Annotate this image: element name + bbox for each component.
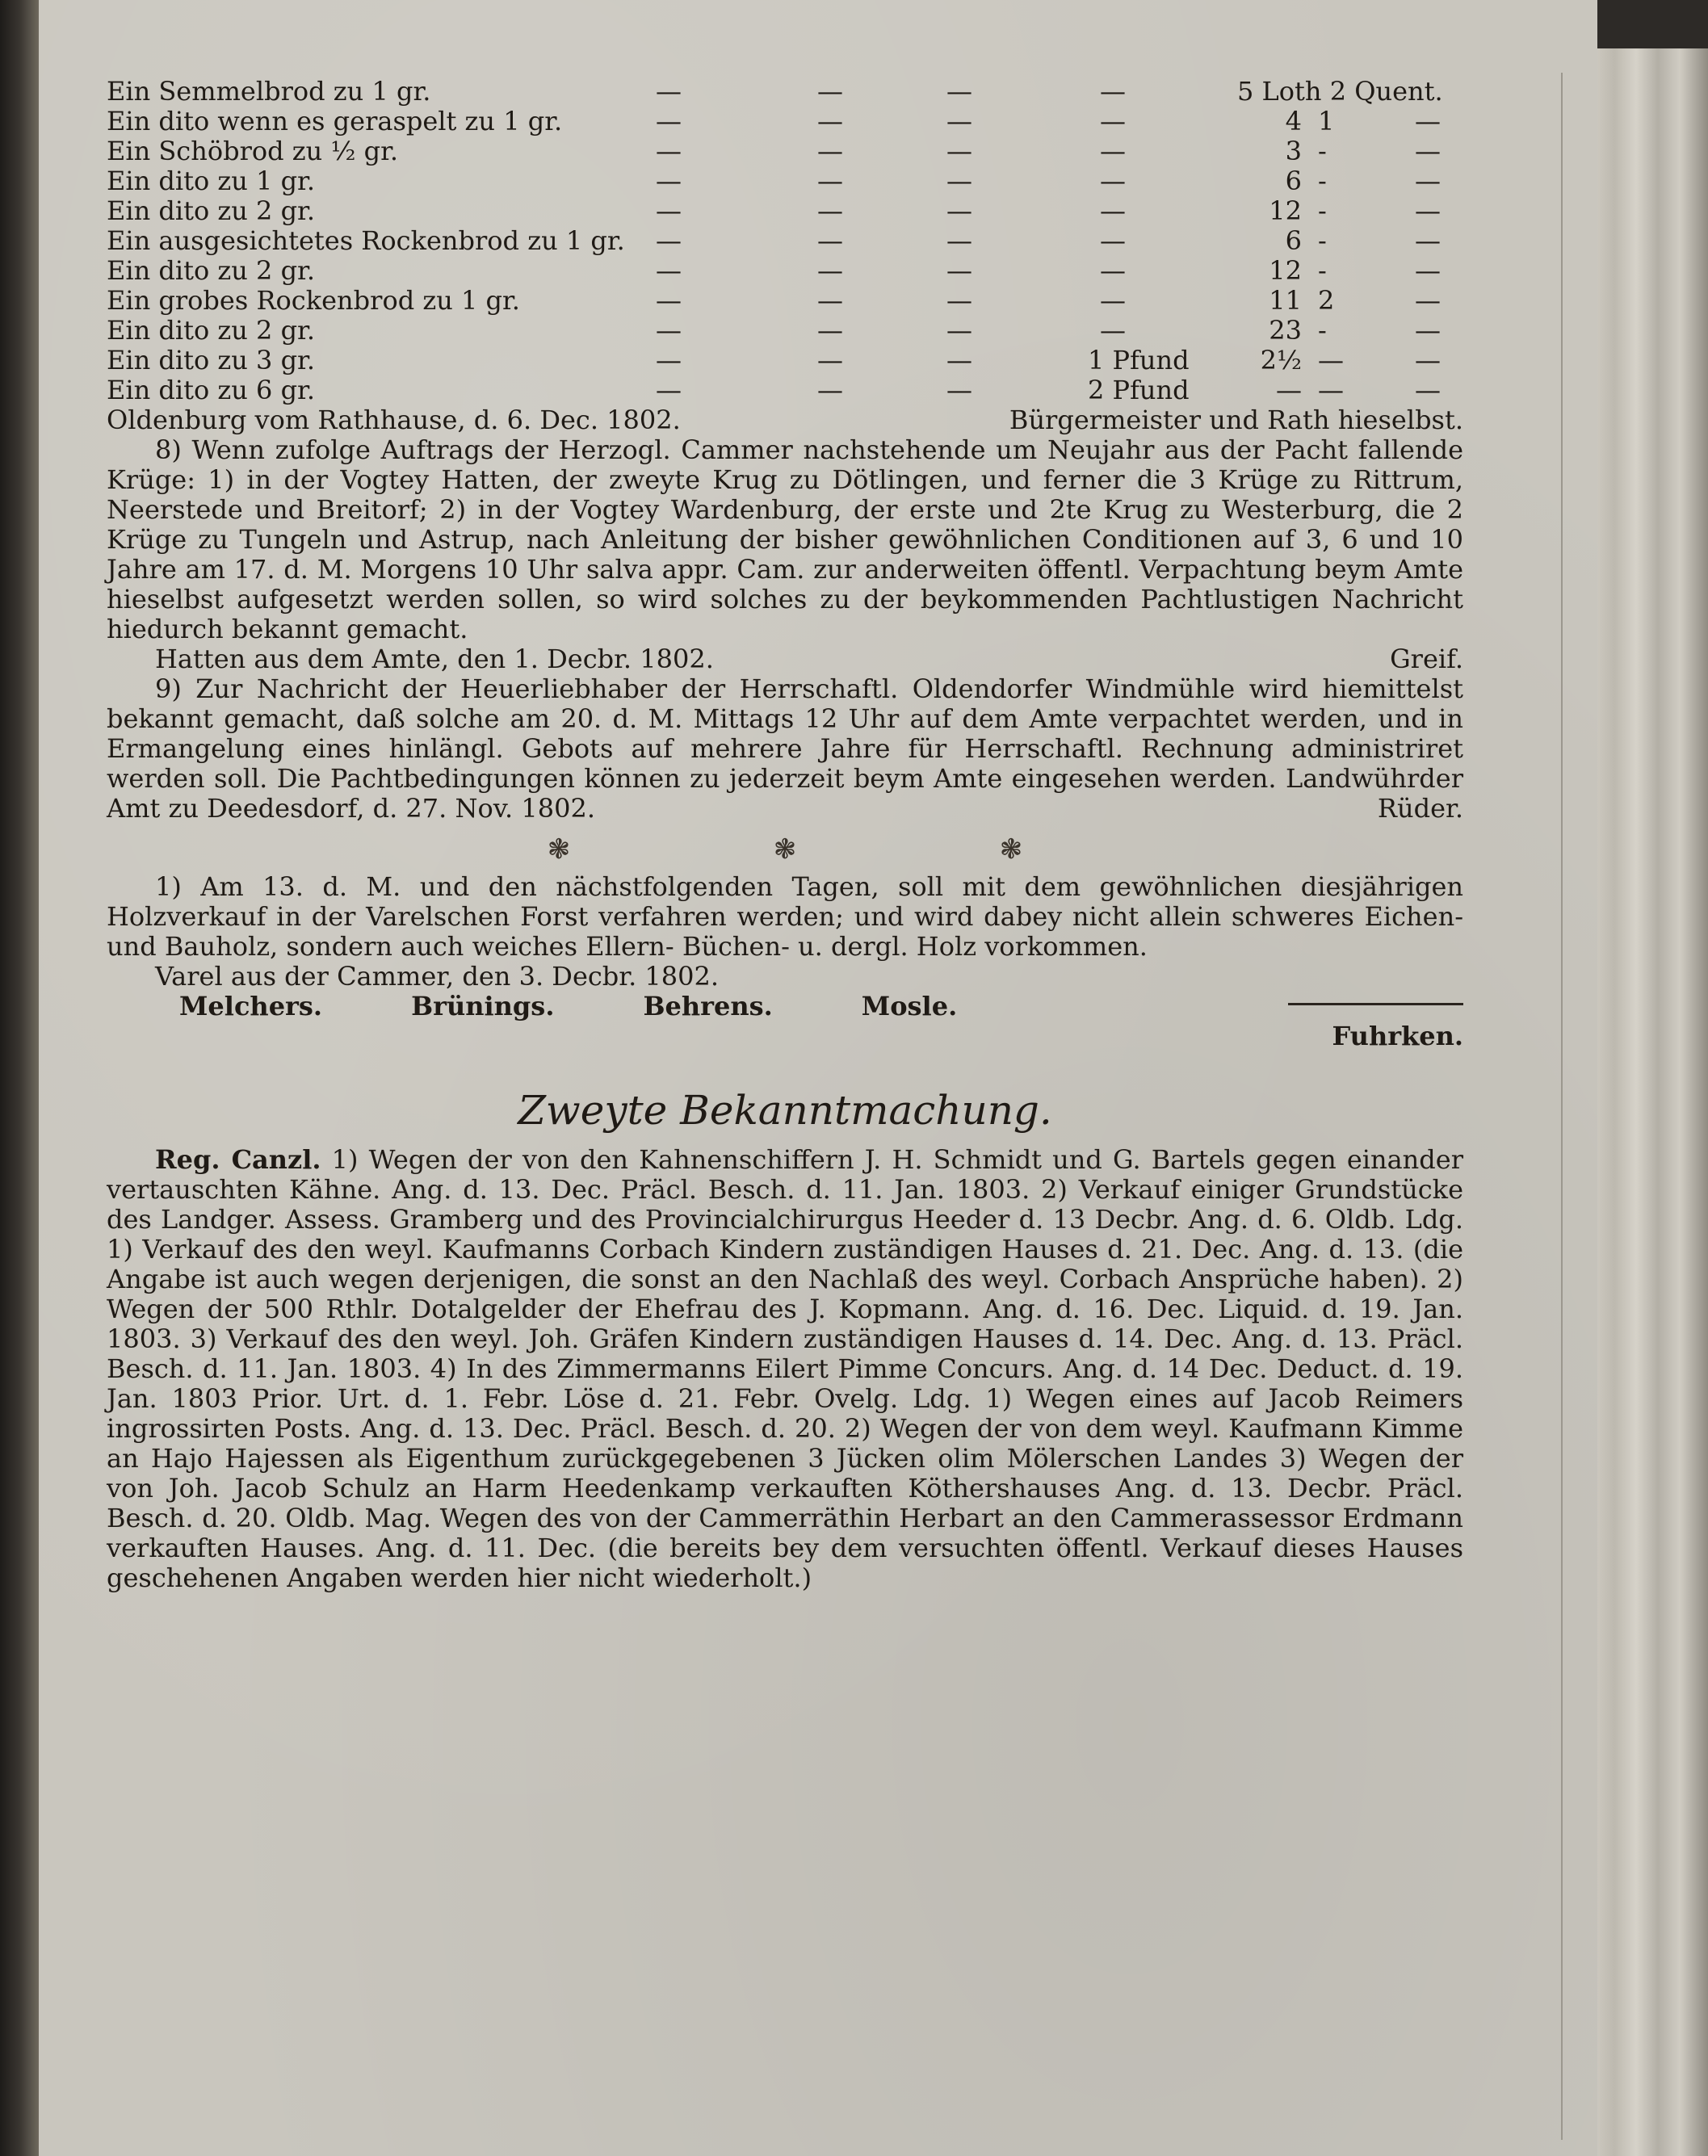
price-row-value: — <box>1415 285 1441 316</box>
leader-dash: — <box>946 285 972 316</box>
leader-dash: — <box>817 136 843 166</box>
price-row-label: Ein dito zu 2 gr. <box>107 315 315 346</box>
leader-dash: — <box>946 315 972 346</box>
second-notice-lead: Reg. Canzl. <box>155 1144 321 1175</box>
leader-dash: — <box>817 166 843 196</box>
price-row-unit: 1 Pfund <box>1088 345 1190 375</box>
leader-dash: — <box>946 166 972 196</box>
leader-dash: — <box>1100 195 1126 226</box>
price-row-value: 1 <box>1318 106 1335 136</box>
notice-9-signature: Rüder. <box>1377 793 1463 824</box>
leader-dash: — <box>817 195 843 226</box>
price-row-unit: 2 Pfund <box>1088 375 1190 405</box>
price-row-value: - <box>1318 255 1327 286</box>
price-row <box>107 375 1463 405</box>
price-row-value: — <box>1415 255 1441 286</box>
price-row-value: — <box>1415 106 1441 136</box>
price-row-value: 4 <box>1285 106 1302 136</box>
price-row-label: Ein Schöbrod zu ½ gr. <box>107 136 399 166</box>
document-page <box>39 0 1597 2156</box>
price-row-value: — <box>1415 195 1441 226</box>
page-edge-line <box>1561 73 1563 2140</box>
leader-dash: — <box>1100 315 1126 346</box>
price-row-value: 11 <box>1269 285 1302 316</box>
notice-8-footer <box>107 644 1463 674</box>
signature-name: Melchers. <box>179 991 323 1021</box>
section-heading: Zweyte Bekanntmachung. <box>518 1087 1052 1134</box>
page-content <box>107 77 1463 1593</box>
leader-dash: — <box>1100 285 1126 316</box>
price-row-value: 23 <box>1269 315 1302 346</box>
leader-dash: — <box>946 76 972 107</box>
price-row <box>107 346 1463 375</box>
price-row-value: — <box>1415 136 1441 166</box>
leader-dash: — <box>946 225 972 256</box>
leader-dash: — <box>656 255 682 286</box>
second-notice-body: 1) Wegen der von den Kahnenschiffern J. H. Schmidt und G. Bartels gegen einander vertauschten Kähne. Ang. d. 13. Dec. Präcl. Besch. d. 11. Jan. 1803. 2) Verkauf einiger Grundstücke des Landger. Assess. Gramberg und des Provincialchirurgus Heeder d. 13 Decbr. Ang. d. 6. Oldb. Ldg. 1) Verkauf des den weyl. Kaufmanns Corbach Kindern zuständigen Hauses d. 21. Dec. Ang. d. 13. (die Angabe ist auch wegen derjenigen, die sonst an den Nachlaß des weyl. Corbach Ansprüche haben). 2) Wegen der 500 Rthlr. Dotalgelder der Ehefrau des J. Kopmann. Ang. d. 16. Dec. Liquid. d. 19. Jan. 1803. 3) Verkauf des den weyl. Joh. Gräfen Kindern zuständigen Hauses d. 14. Dec. Ang. d. 13. Präcl. Besch. d. 11. Jan. 1803. 4) In des Zimmermanns Eilert Pimme Concurs. Ang. d. 14 Dec. Deduct. d. 19. Jan. 1803 Prior. Urt. d. 1. Febr. Löse d. 21. Febr. Ovelg. Ldg. 1) Wegen eines auf Jacob Reimers ingrossirten Posts. Ang. d. 13. Dec. Präcl. Besch. d. 20. 2) Wegen der von dem weyl. Kaufmann Kimme an Hajo Hajessen als Eigenthum zurückgegebenen 3 Jücken olim Mölerschen Landes 3) Wegen der von Joh. Jacob Schulz an Harm Heedenkamp verkauften Köthershauses Ang. d. 13. Decbr. Präcl. Besch. d. 20. Oldb. Mag. Wegen des von der Cammerräthin Herbart an den Cammerassessor Erdmann verkauften Hauses. Ang. d. 11. Dec. (die bereits bey dem versuchten öffentl. Verkauf dieses Hauses geschehenen Angaben werden hier nicht wiederholt.) <box>107 1144 1464 1593</box>
price-table-header: 5 Loth 2 Quent. <box>1237 76 1443 107</box>
notice-1-text: 1) Am 13. d. M. und den nächstfolgenden Tagen, soll mit dem gewöhnlichen diesjährigen Holzverkauf in der Varelschen Forst verfahren werden; und wird dabey nicht allein schweres Eichen- und Bauholz, sondern auch weiches Ellern- Büchen- u. dergl. Holz vorkommen. <box>107 871 1463 962</box>
price-row-value: 6 <box>1285 166 1302 196</box>
price-row-value: - <box>1318 225 1327 256</box>
leader-dash: — <box>656 285 682 316</box>
leader-dash: — <box>656 195 682 226</box>
price-table <box>107 77 1463 405</box>
price-row <box>107 107 1463 136</box>
leader-dash: — <box>1100 106 1126 136</box>
leader-dash: — <box>817 255 843 286</box>
price-row-value: - <box>1318 136 1327 166</box>
notice-8-text: 8) Wenn zufolge Auftrags der Herzogl. Cammer nachstehende um Neujahr aus der Pacht fallende Krüge: 1) in der Vogtey Hatten, der zweyte Krug zu Dötlingen, und ferner die 3 Krüge zu Rittrum, Neerstede und Breitorf; 2) in der Vogtey Wardenburg, der erste und 2te Krug zu Westerburg, die 2 Krüge zu Tungeln und Astrup, nach Anleitung der bisher gewöhnlichen Conditionen auf 3, 6 und 10 Jahre am 17. d. M. Morgens 10 Uhr salva appr. Cam. zur anderweiten öffentl. Verpachtung beym Amte hieselbst aufgesetzt werden sollen, so wird solches zu der beykommenden Pachtlustigen Nachricht hiedurch bekannt gemacht. <box>107 434 1463 644</box>
leader-dash: — <box>817 76 843 107</box>
leader-dash: — <box>656 375 682 405</box>
notice-8-place-date: Hatten aus dem Amte, den 1. Decbr. 1802. <box>155 644 714 674</box>
price-row-value: 2 <box>1318 285 1335 316</box>
notice-1-signatures <box>107 992 1463 1021</box>
leader-dash: — <box>817 106 843 136</box>
price-row <box>107 166 1463 196</box>
leader-dash: — <box>946 345 972 375</box>
price-row-value: 12 <box>1269 195 1302 226</box>
leader-dash: — <box>817 345 843 375</box>
leader-dash: — <box>946 195 972 226</box>
price-row-value: 3 <box>1285 136 1302 166</box>
price-row <box>107 196 1463 226</box>
price-row-value: — <box>1415 166 1441 196</box>
price-row <box>107 77 1463 107</box>
leader-dash: — <box>1100 166 1126 196</box>
notice-9-text <box>107 674 1463 824</box>
price-row-label: Ein dito zu 3 gr. <box>107 345 315 375</box>
price-signature: Bürgermeister und Rath hieselbst. <box>1009 405 1463 435</box>
ornament-icon: ❃ <box>999 833 1023 866</box>
price-row-value: — <box>1415 345 1441 375</box>
leader-dash: — <box>946 136 972 166</box>
leader-dash: — <box>1100 225 1126 256</box>
notice-8-signature: Greif. <box>1390 644 1463 674</box>
notice-1-signature-right: Fuhrken. <box>1332 1021 1463 1051</box>
price-row-label: Ein dito zu 6 gr. <box>107 375 315 405</box>
price-row <box>107 136 1463 166</box>
leader-dash: — <box>1100 255 1126 286</box>
price-row-value: — <box>1415 315 1441 346</box>
price-row-value: 2½ <box>1260 345 1302 375</box>
price-row-label: Ein dito zu 1 gr. <box>107 166 315 196</box>
price-row-value: - <box>1318 166 1327 196</box>
leader-dash: — <box>817 285 843 316</box>
price-row-label: Ein dito zu 2 gr. <box>107 255 315 286</box>
ornament-icon: ❃ <box>773 833 797 866</box>
price-row-label: Ein ausgesichtetes Rockenbrod zu 1 gr. <box>107 225 625 256</box>
price-row-value: 6 <box>1285 225 1302 256</box>
leader-dash: — <box>946 375 972 405</box>
signature-name: Brünings. <box>411 991 555 1021</box>
leader-dash: — <box>817 225 843 256</box>
leader-dash: — <box>656 136 682 166</box>
notice-9-place-date: Landwührder Amt zu Deedesdorf, d. 27. Nov. 1802. <box>107 763 1464 824</box>
signature-name: Behrens. <box>643 991 773 1021</box>
leader-dash: — <box>656 315 682 346</box>
leader-dash: — <box>656 345 682 375</box>
price-row-value: — <box>1276 375 1302 405</box>
price-row-label: Ein Semmelbrod zu 1 gr. <box>107 76 431 107</box>
ornament-icon: ❃ <box>547 833 571 866</box>
price-row <box>107 286 1463 316</box>
price-row-value: 12 <box>1269 255 1302 286</box>
second-notice-text <box>107 1145 1463 1593</box>
price-row-value: — <box>1318 375 1344 405</box>
leader-dash: — <box>1100 136 1126 166</box>
price-row-value: - <box>1318 315 1327 346</box>
price-table-footer <box>107 405 1463 435</box>
price-row-value: — <box>1415 375 1441 405</box>
signature-rule <box>1288 992 1463 1005</box>
price-row-value: - <box>1318 195 1327 226</box>
leader-dash: — <box>656 225 682 256</box>
leader-dash: — <box>656 166 682 196</box>
price-place-date: Oldenburg vom Rathhause, d. 6. Dec. 1802. <box>107 405 681 435</box>
price-row-value: — <box>1415 225 1441 256</box>
leader-dash: — <box>656 76 682 107</box>
price-row-label: Ein dito zu 2 gr. <box>107 195 315 226</box>
leader-dash: — <box>946 255 972 286</box>
signature-name: Mosle. <box>861 991 958 1021</box>
leader-dash: — <box>817 375 843 405</box>
leader-dash: — <box>656 106 682 136</box>
notice-1-place-date: Varel aus der Cammer, den 3. Decbr. 1802. <box>155 961 720 992</box>
price-row <box>107 226 1463 256</box>
leader-dash: — <box>1100 76 1126 107</box>
separator-ornaments <box>107 824 1463 866</box>
price-row-label: Ein grobes Rockenbrod zu 1 gr. <box>107 285 520 316</box>
price-row <box>107 256 1463 286</box>
leader-dash: — <box>946 106 972 136</box>
price-row-label: Ein dito wenn es geraspelt zu 1 gr. <box>107 106 563 136</box>
leader-dash: — <box>817 315 843 346</box>
price-row-value: — <box>1318 345 1344 375</box>
notice-9-body: 9) Zur Nachricht der Heuerliebhaber der Herrschaftl. Oldendorfer Windmühle wird hiemittelst bekannt gemacht, daß solche am 20. d. M. Mittags 12 Uhr auf dem Amte verpachtet werden, und in Ermangelung eines hinlängl. Gebots auf mehrere Jahre für Herrschaftl. Rechnung administriret werden soll. Die Pachtbedingungen können zu jederzeit beym Amte eingesehen werden. <box>107 673 1463 794</box>
price-row <box>107 316 1463 346</box>
